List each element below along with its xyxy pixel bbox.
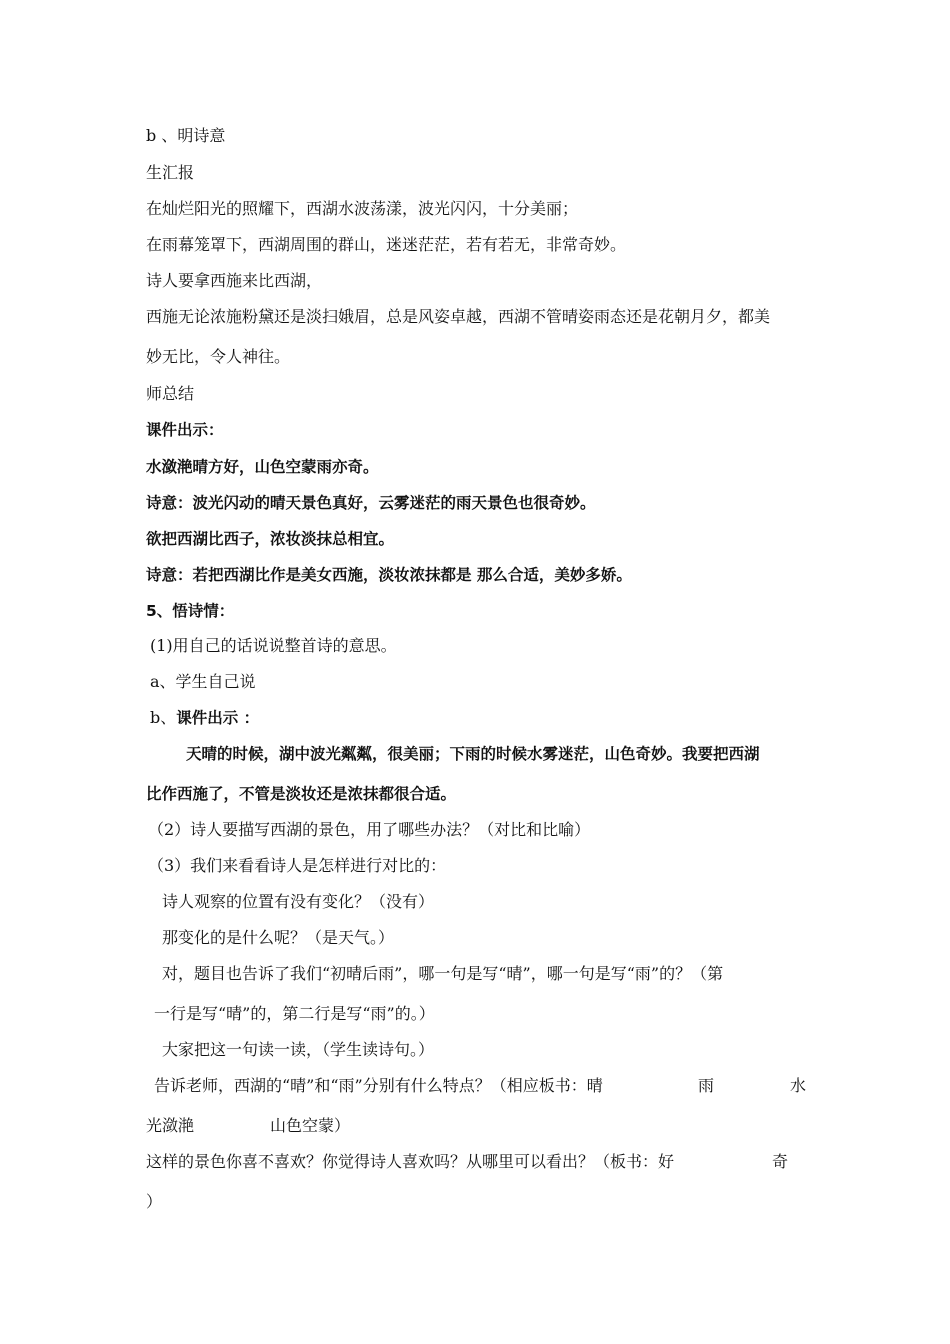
text-line: 一行是写“晴”的，第二行是写“雨”的。）	[154, 1004, 435, 1023]
item-marker: b、	[150, 708, 177, 727]
text-line: a、学生自己说	[150, 672, 256, 691]
text-line: 在灿烂阳光的照耀下，西湖水波荡漾，波光闪闪，十分美丽；	[146, 199, 579, 218]
poem-line: 水潋滟晴方好，山色空蒙雨亦奇。	[146, 458, 379, 476]
text-line: 对，题目也告诉了我们“初晴后雨”，哪一句是写“晴”，哪一句是写“雨”的？（第	[162, 964, 724, 983]
text-line: 西施无论浓施粉黛还是淡扫娥眉，总是风姿卓越，西湖不管晴姿雨态还是花朝月夕，都美	[146, 307, 771, 326]
text-line: （3）我们来看看诗人是怎样进行对比的：	[148, 856, 447, 875]
board-word-sparkle: 光潋滟	[146, 1116, 195, 1135]
text-line: 诗人观察的位置有没有变化？（没有）	[162, 892, 435, 911]
section-heading-b: b 、明诗意	[146, 126, 226, 145]
text-line	[150, 708, 259, 728]
paraphrase-line: 比作西施了，不管是淡妆还是浓抹都很合适。	[146, 785, 457, 803]
poem-meaning: 诗意：波光闪动的晴天景色真好，云雾迷茫的雨天景色也很奇妙。	[146, 494, 596, 512]
text-line: 妙无比，令人神往。	[146, 347, 291, 366]
courseware-label: 课件出示 ：	[176, 709, 260, 727]
courseware-label: 课件出示：	[146, 421, 224, 439]
board-word-water: 水	[790, 1076, 807, 1095]
poem-meaning: 诗意：若把西湖比作是美女西施，淡妆浓抹都是 那么合适，美妙多娇。	[146, 566, 632, 584]
paraphrase-line: 天晴的时候，湖中波光粼粼，很美丽；下雨的时候水雾迷茫，山色奇妙。我要把西湖	[186, 745, 760, 763]
text-line: 这样的景色你喜不喜欢？你觉得诗人喜欢吗？从哪里可以看出？（板书：好	[146, 1152, 675, 1171]
board-word-rain: 雨	[698, 1076, 715, 1095]
text-line: (1)用自己的话说说整首诗的意思。	[150, 636, 397, 655]
poem-line: 欲把西湖比西子，浓妆淡抹总相宜。	[146, 530, 395, 548]
closing-paren: ）	[146, 1192, 163, 1211]
text-line: 那变化的是什么呢？（是天气。）	[162, 928, 395, 947]
text-line: 大家把这一句读一读，（学生读诗句。）	[162, 1040, 435, 1059]
section-heading-5: 5、悟诗情：	[146, 602, 235, 620]
board-word-wonder: 奇	[772, 1152, 789, 1171]
text-line: 生汇报	[146, 163, 195, 182]
text-line: （2）诗人要描写西湖的景色，用了哪些办法？（对比和比喻）	[148, 820, 591, 839]
text-line: 师总结	[146, 384, 195, 403]
text-line: 在雨幕笼罩下，西湖周围的群山，迷迷茫茫，若有若无，非常奇妙。	[146, 235, 627, 254]
text-line: 诗人要拿西施来比西湖，	[146, 271, 323, 290]
board-word-misty: 山色空蒙）	[270, 1116, 351, 1135]
text-line: 告诉老师，西湖的“晴”和“雨”分别有什么特点？（相应板书：晴	[154, 1076, 603, 1095]
